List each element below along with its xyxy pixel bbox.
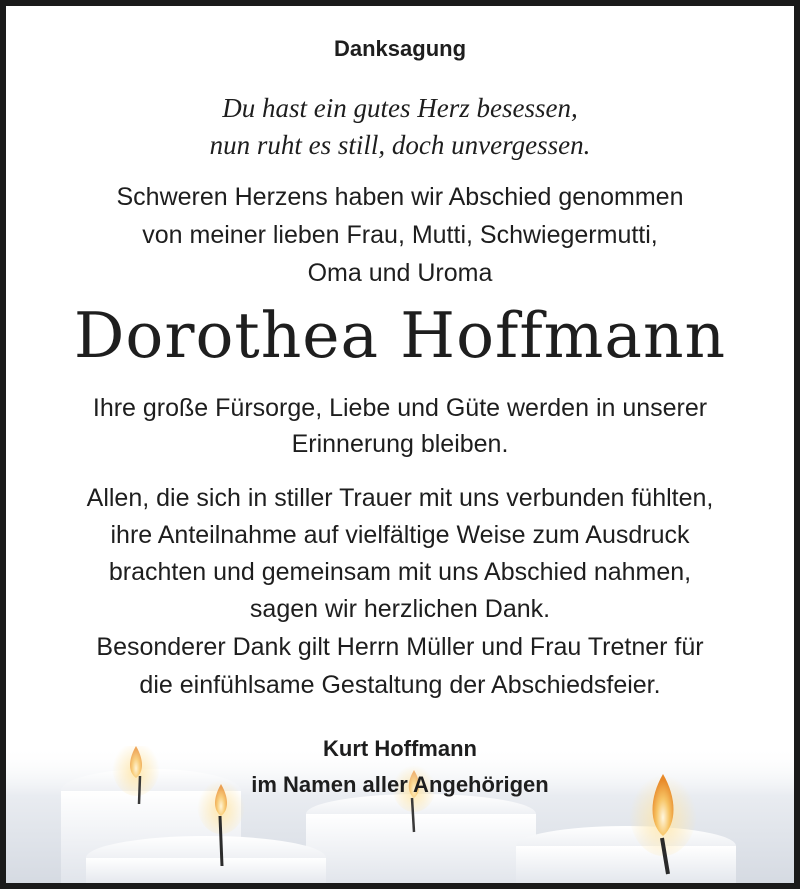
notice-heading: Danksagung — [333, 36, 467, 61]
paragraph-line: sagen wir herzlichen Dank. — [249, 595, 551, 623]
paragraph-line: ihre Anteilnahme auf vielfältige Weise zum Ausdruck — [110, 521, 690, 549]
signature-note: im Namen aller Angehörigen — [251, 772, 549, 797]
special-thanks-paragraph — [6, 628, 794, 704]
paragraph-line: brachten und gemeinsam mit uns Abschied nahmen, — [108, 558, 692, 586]
deceased-name: Dorothea Hoffmann — [73, 299, 727, 372]
signature-name: Kurt Hoffmann — [323, 736, 477, 761]
remembrance-paragraph — [6, 390, 794, 462]
intro-line: von meiner lieben Frau, Mutti, Schwiegermutti, — [142, 221, 658, 249]
paragraph-line: Allen, die sich in stiller Trauer mit uns verbunden fühlten, — [86, 484, 714, 512]
verse-line: nun ruht es still, doch unvergessen. — [209, 130, 591, 160]
paragraph-line: Erinnerung bleiben. — [291, 430, 509, 458]
intro-line: Oma und Uroma — [307, 259, 493, 287]
memorial-verse — [6, 90, 794, 164]
paragraph-line: Besonderer Dank gilt Herrn Müller und Frau Tretner für — [96, 633, 704, 661]
thanks-paragraph — [6, 480, 794, 628]
intro-text — [6, 178, 794, 292]
intro-line: Schweren Herzens haben wir Abschied genommen — [116, 183, 684, 211]
signature — [6, 731, 794, 803]
verse-line: Du hast ein gutes Herz besessen, — [222, 93, 578, 123]
paragraph-line: Ihre große Fürsorge, Liebe und Güte werden in unserer — [92, 394, 708, 422]
paragraph-line: die einfühlsame Gestaltung der Abschiedsfeier. — [139, 671, 661, 699]
